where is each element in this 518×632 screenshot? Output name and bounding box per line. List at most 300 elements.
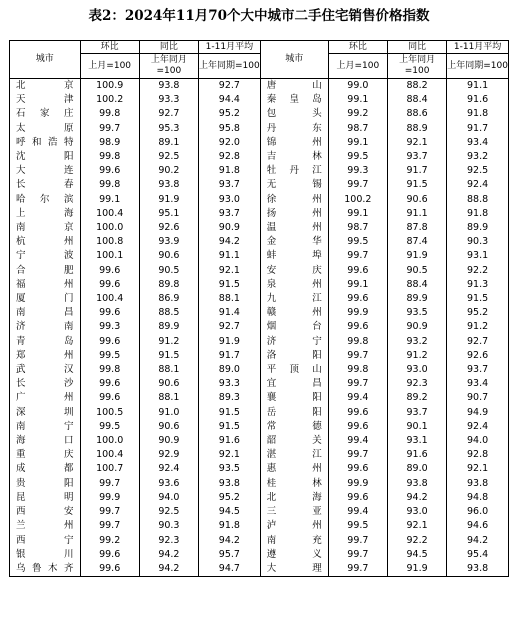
left-mom-cell: 99.6 — [80, 391, 139, 405]
right-city-cell: 温 州 — [260, 221, 328, 235]
table-row — [10, 477, 509, 491]
left-ytd-cell: 92.7 — [199, 320, 261, 334]
right-ytd-cell: 92.1 — [447, 462, 509, 476]
left-yoy-cell: 93.3 — [139, 93, 198, 107]
yoy-base-right: 上年同月=100 — [387, 54, 446, 79]
left-ytd-cell: 93.7 — [199, 178, 261, 192]
right-yoy-cell: 90.6 — [387, 193, 446, 207]
right-yoy-cell: 87.8 — [387, 221, 446, 235]
right-yoy-cell: 91.2 — [387, 349, 446, 363]
left-ytd-cell: 89.0 — [199, 363, 261, 377]
left-mom-cell: 99.6 — [80, 306, 139, 320]
right-ytd-cell: 90.7 — [447, 391, 509, 405]
left-city-cell: 南 宁 — [10, 420, 81, 434]
right-mom-cell: 99.7 — [328, 249, 387, 263]
table-row — [10, 164, 509, 178]
left-ytd-cell: 91.5 — [199, 420, 261, 434]
right-ytd-cell: 91.8 — [447, 107, 509, 121]
right-mom-cell: 99.7 — [328, 448, 387, 462]
right-ytd-cell: 94.8 — [447, 491, 509, 505]
table-row — [10, 122, 509, 136]
right-ytd-cell: 92.4 — [447, 420, 509, 434]
mom-base-left: 上月=100 — [80, 54, 139, 79]
left-mom-cell: 99.6 — [80, 264, 139, 278]
left-yoy-cell: 89.8 — [139, 278, 198, 292]
left-city-cell: 重 庆 — [10, 448, 81, 462]
right-city-cell: 大 理 — [260, 562, 328, 577]
right-mom-cell: 99.6 — [328, 292, 387, 306]
right-yoy-cell: 88.2 — [387, 79, 446, 94]
right-ytd-cell: 92.7 — [447, 335, 509, 349]
right-mom-cell: 100.2 — [328, 193, 387, 207]
left-city-cell: 宁 波 — [10, 249, 81, 263]
left-mom-cell: 100.4 — [80, 448, 139, 462]
left-yoy-cell: 90.3 — [139, 519, 198, 533]
left-mom-cell: 100.2 — [80, 93, 139, 107]
left-yoy-cell: 92.5 — [139, 505, 198, 519]
table-row — [10, 79, 509, 94]
table-row — [10, 519, 509, 533]
table-row — [10, 193, 509, 207]
right-city-cell: 泉 州 — [260, 278, 328, 292]
left-ytd-cell: 94.5 — [199, 505, 261, 519]
left-city-cell: 北 京 — [10, 79, 81, 94]
right-mom-cell: 99.7 — [328, 562, 387, 577]
left-yoy-cell: 91.2 — [139, 335, 198, 349]
left-mom-cell: 99.2 — [80, 534, 139, 548]
right-mom-cell: 99.1 — [328, 278, 387, 292]
right-yoy-cell: 90.5 — [387, 264, 446, 278]
left-city-cell: 厦 门 — [10, 292, 81, 306]
left-ytd-cell: 95.7 — [199, 548, 261, 562]
left-city-cell: 哈尔滨 — [10, 193, 81, 207]
right-ytd-cell: 94.6 — [447, 519, 509, 533]
left-mom-cell: 99.7 — [80, 122, 139, 136]
right-ytd-cell: 93.8 — [447, 477, 509, 491]
left-ytd-cell: 92.8 — [199, 150, 261, 164]
right-mom-cell: 99.2 — [328, 107, 387, 121]
right-ytd-cell: 93.2 — [447, 150, 509, 164]
left-city-cell: 广 州 — [10, 391, 81, 405]
left-city-cell: 济 南 — [10, 320, 81, 334]
left-yoy-cell: 92.3 — [139, 534, 198, 548]
right-yoy-cell: 87.4 — [387, 235, 446, 249]
right-city-cell: 遵 义 — [260, 548, 328, 562]
right-city-cell: 金 华 — [260, 235, 328, 249]
left-mom-cell: 100.4 — [80, 292, 139, 306]
left-yoy-cell: 93.9 — [139, 235, 198, 249]
left-yoy-cell: 92.5 — [139, 150, 198, 164]
table-row — [10, 150, 509, 164]
right-city-cell: 南 充 — [260, 534, 328, 548]
right-yoy-cell: 92.1 — [387, 519, 446, 533]
table-row — [10, 448, 509, 462]
left-city-cell: 西 宁 — [10, 534, 81, 548]
table-row — [10, 420, 509, 434]
right-city-cell: 扬 州 — [260, 207, 328, 221]
left-ytd-cell: 91.4 — [199, 306, 261, 320]
table-row — [10, 349, 509, 363]
left-city-cell: 呼和浩特 — [10, 136, 81, 150]
left-city-cell: 杭 州 — [10, 235, 81, 249]
right-yoy-cell: 94.5 — [387, 548, 446, 562]
right-yoy-cell: 90.1 — [387, 420, 446, 434]
left-mom-cell: 100.1 — [80, 249, 139, 263]
left-mom-cell: 99.5 — [80, 420, 139, 434]
left-city-cell: 长 沙 — [10, 377, 81, 391]
right-mom-cell: 99.9 — [328, 306, 387, 320]
table-row — [10, 93, 509, 107]
right-city-cell: 平顶山 — [260, 363, 328, 377]
left-city-cell: 大 连 — [10, 164, 81, 178]
right-ytd-cell: 92.6 — [447, 349, 509, 363]
left-yoy-cell: 92.9 — [139, 448, 198, 462]
right-mom-cell: 99.7 — [328, 534, 387, 548]
left-mom-cell: 98.9 — [80, 136, 139, 150]
table-row — [10, 235, 509, 249]
right-yoy-cell: 91.7 — [387, 164, 446, 178]
right-mom-cell: 99.6 — [328, 406, 387, 420]
right-ytd-cell: 88.8 — [447, 193, 509, 207]
right-mom-cell: 99.4 — [328, 434, 387, 448]
left-mom-cell: 99.6 — [80, 164, 139, 178]
left-city-cell: 南 昌 — [10, 306, 81, 320]
left-city-cell: 郑 州 — [10, 349, 81, 363]
yoy-header-right: 同比 — [387, 41, 446, 54]
left-yoy-cell: 86.9 — [139, 292, 198, 306]
right-city-cell: 韶 关 — [260, 434, 328, 448]
ytd-base-left: 上年同期=100 — [199, 54, 261, 79]
left-city-cell: 昆 明 — [10, 491, 81, 505]
right-mom-cell: 99.8 — [328, 363, 387, 377]
left-ytd-cell: 90.9 — [199, 221, 261, 235]
right-yoy-cell: 93.0 — [387, 505, 446, 519]
left-yoy-cell: 94.0 — [139, 491, 198, 505]
table-body — [10, 79, 509, 577]
right-ytd-cell: 94.2 — [447, 534, 509, 548]
left-yoy-cell: 93.6 — [139, 477, 198, 491]
right-yoy-cell: 91.9 — [387, 562, 446, 577]
right-yoy-cell: 93.7 — [387, 150, 446, 164]
right-ytd-cell: 91.5 — [447, 292, 509, 306]
left-yoy-cell: 90.6 — [139, 420, 198, 434]
left-mom-cell: 100.0 — [80, 434, 139, 448]
right-mom-cell: 99.3 — [328, 164, 387, 178]
right-city-cell: 丹 东 — [260, 122, 328, 136]
right-ytd-cell: 89.9 — [447, 221, 509, 235]
table-row — [10, 264, 509, 278]
right-yoy-cell: 90.9 — [387, 320, 446, 334]
right-ytd-cell: 91.6 — [447, 93, 509, 107]
left-yoy-cell: 89.1 — [139, 136, 198, 150]
right-ytd-cell: 91.7 — [447, 122, 509, 136]
table-row — [10, 562, 509, 577]
left-ytd-cell: 95.2 — [199, 491, 261, 505]
mom-header-right: 环比 — [328, 41, 387, 54]
left-mom-cell: 100.4 — [80, 207, 139, 221]
table-row — [10, 391, 509, 405]
right-mom-cell: 99.1 — [328, 93, 387, 107]
right-mom-cell: 99.7 — [328, 178, 387, 192]
right-mom-cell: 99.6 — [328, 264, 387, 278]
left-yoy-cell: 95.3 — [139, 122, 198, 136]
left-city-cell: 兰 州 — [10, 519, 81, 533]
left-ytd-cell: 94.2 — [199, 534, 261, 548]
left-city-cell: 石家庄 — [10, 107, 81, 121]
left-yoy-cell: 94.2 — [139, 562, 198, 577]
right-ytd-cell: 93.7 — [447, 363, 509, 377]
right-ytd-cell: 94.9 — [447, 406, 509, 420]
table-row — [10, 548, 509, 562]
left-city-cell: 武 汉 — [10, 363, 81, 377]
right-yoy-cell: 91.1 — [387, 207, 446, 221]
right-city-cell: 锦 州 — [260, 136, 328, 150]
left-city-cell: 海 口 — [10, 434, 81, 448]
table-row — [10, 377, 509, 391]
right-mom-cell: 99.6 — [328, 491, 387, 505]
table-row — [10, 534, 509, 548]
table-row — [10, 107, 509, 121]
right-city-cell: 秦皇岛 — [260, 93, 328, 107]
left-yoy-cell: 90.6 — [139, 377, 198, 391]
left-ytd-cell: 93.8 — [199, 477, 261, 491]
left-city-cell: 太 原 — [10, 122, 81, 136]
left-ytd-cell: 93.0 — [199, 193, 261, 207]
right-mom-cell: 99.7 — [328, 349, 387, 363]
right-city-cell: 常 德 — [260, 420, 328, 434]
left-city-cell: 沈 阳 — [10, 150, 81, 164]
left-yoy-cell: 90.5 — [139, 264, 198, 278]
left-ytd-cell: 93.5 — [199, 462, 261, 476]
right-city-cell: 蚌 埠 — [260, 249, 328, 263]
left-yoy-cell: 88.5 — [139, 306, 198, 320]
left-city-cell: 南 京 — [10, 221, 81, 235]
right-city-cell: 洛 阳 — [260, 349, 328, 363]
right-yoy-cell: 92.3 — [387, 377, 446, 391]
table-row — [10, 306, 509, 320]
left-mom-cell: 100.7 — [80, 462, 139, 476]
left-mom-cell: 99.6 — [80, 377, 139, 391]
left-city-cell: 合 肥 — [10, 264, 81, 278]
right-ytd-cell: 90.3 — [447, 235, 509, 249]
right-city-cell: 桂 林 — [260, 477, 328, 491]
left-yoy-cell: 90.9 — [139, 434, 198, 448]
right-city-cell: 襄 阳 — [260, 391, 328, 405]
left-ytd-cell: 95.8 — [199, 122, 261, 136]
table-row — [10, 221, 509, 235]
left-mom-cell: 99.6 — [80, 548, 139, 562]
right-ytd-cell: 94.0 — [447, 434, 509, 448]
table-row — [10, 491, 509, 505]
left-yoy-cell: 95.1 — [139, 207, 198, 221]
left-ytd-cell: 91.9 — [199, 335, 261, 349]
table-row — [10, 406, 509, 420]
left-ytd-cell: 92.0 — [199, 136, 261, 150]
right-city-cell: 北 海 — [260, 491, 328, 505]
right-yoy-cell: 93.7 — [387, 406, 446, 420]
left-ytd-cell: 91.6 — [199, 434, 261, 448]
right-city-cell: 三 亚 — [260, 505, 328, 519]
right-yoy-cell: 91.5 — [387, 178, 446, 192]
table-title: 表2：2024年11月70个大中城市二手住宅销售价格指数 — [88, 8, 430, 24]
right-ytd-cell: 92.2 — [447, 264, 509, 278]
table-row — [10, 462, 509, 476]
left-mom-cell: 99.9 — [80, 491, 139, 505]
left-ytd-cell: 91.1 — [199, 249, 261, 263]
right-ytd-cell: 92.8 — [447, 448, 509, 462]
left-city-cell: 青 岛 — [10, 335, 81, 349]
right-yoy-cell: 88.4 — [387, 278, 446, 292]
left-mom-cell: 100.5 — [80, 406, 139, 420]
right-mom-cell: 99.5 — [328, 235, 387, 249]
right-yoy-cell: 93.2 — [387, 335, 446, 349]
right-ytd-cell: 93.8 — [447, 562, 509, 577]
right-mom-cell: 99.1 — [328, 136, 387, 150]
table-row — [10, 292, 509, 306]
table-row — [10, 278, 509, 292]
right-city-cell: 济 宁 — [260, 335, 328, 349]
left-mom-cell: 99.8 — [80, 107, 139, 121]
left-yoy-cell: 88.1 — [139, 363, 198, 377]
right-ytd-cell: 92.4 — [447, 178, 509, 192]
left-ytd-cell: 95.2 — [199, 107, 261, 121]
right-mom-cell: 99.4 — [328, 505, 387, 519]
right-mom-cell: 99.6 — [328, 320, 387, 334]
table-row — [10, 178, 509, 192]
left-ytd-cell: 91.8 — [199, 164, 261, 178]
right-yoy-cell: 91.9 — [387, 249, 446, 263]
table-row — [10, 249, 509, 263]
ytd-header-left: 1-11月平均 — [199, 41, 261, 54]
right-city-cell: 吉 林 — [260, 150, 328, 164]
right-ytd-cell: 95.2 — [447, 306, 509, 320]
right-ytd-cell: 91.3 — [447, 278, 509, 292]
left-ytd-cell: 94.7 — [199, 562, 261, 577]
left-yoy-cell: 90.6 — [139, 249, 198, 263]
right-mom-cell: 99.5 — [328, 519, 387, 533]
left-mom-cell: 100.0 — [80, 221, 139, 235]
left-yoy-cell: 90.2 — [139, 164, 198, 178]
right-yoy-cell: 92.1 — [387, 136, 446, 150]
right-city-cell: 泸 州 — [260, 519, 328, 533]
yoy-header-left: 同比 — [139, 41, 198, 54]
right-mom-cell: 99.7 — [328, 377, 387, 391]
right-yoy-cell: 92.2 — [387, 534, 446, 548]
right-city-cell: 徐 州 — [260, 193, 328, 207]
right-yoy-cell: 91.6 — [387, 448, 446, 462]
left-ytd-cell: 92.1 — [199, 264, 261, 278]
left-ytd-cell: 93.3 — [199, 377, 261, 391]
left-mom-cell: 99.7 — [80, 505, 139, 519]
right-city-cell: 安 庆 — [260, 264, 328, 278]
right-ytd-cell: 91.2 — [447, 320, 509, 334]
table-row — [10, 363, 509, 377]
table-row — [10, 434, 509, 448]
left-yoy-cell: 94.2 — [139, 548, 198, 562]
left-mom-cell: 99.6 — [80, 335, 139, 349]
left-mom-cell: 100.8 — [80, 235, 139, 249]
left-ytd-cell: 92.1 — [199, 448, 261, 462]
left-city-cell: 天 津 — [10, 93, 81, 107]
mom-base-right: 上月=100 — [328, 54, 387, 79]
right-ytd-cell: 93.4 — [447, 136, 509, 150]
right-city-cell: 九 江 — [260, 292, 328, 306]
left-mom-cell: 100.9 — [80, 79, 139, 94]
left-ytd-cell: 94.4 — [199, 93, 261, 107]
left-yoy-cell: 91.0 — [139, 406, 198, 420]
right-mom-cell: 99.9 — [328, 477, 387, 491]
right-city-cell: 牡丹江 — [260, 164, 328, 178]
left-mom-cell: 99.5 — [80, 349, 139, 363]
right-mom-cell: 99.8 — [328, 335, 387, 349]
ytd-header-right: 1-11月平均 — [447, 41, 509, 54]
right-ytd-cell: 91.1 — [447, 79, 509, 94]
right-ytd-cell: 95.4 — [447, 548, 509, 562]
right-mom-cell: 99.7 — [328, 548, 387, 562]
right-city-cell: 烟 台 — [260, 320, 328, 334]
left-city-cell: 成 都 — [10, 462, 81, 476]
left-city-cell: 乌鲁木齐 — [10, 562, 81, 577]
left-yoy-cell: 92.7 — [139, 107, 198, 121]
right-city-cell: 岳 阳 — [260, 406, 328, 420]
right-yoy-cell: 89.2 — [387, 391, 446, 405]
left-mom-cell: 99.7 — [80, 519, 139, 533]
left-ytd-cell: 88.1 — [199, 292, 261, 306]
left-ytd-cell: 91.5 — [199, 278, 261, 292]
city-header-left: 城市 — [10, 41, 81, 79]
table-row — [10, 505, 509, 519]
right-city-cell: 包 头 — [260, 107, 328, 121]
left-ytd-cell: 89.3 — [199, 391, 261, 405]
left-yoy-cell: 92.4 — [139, 462, 198, 476]
right-mom-cell: 99.1 — [328, 207, 387, 221]
right-yoy-cell: 93.8 — [387, 477, 446, 491]
left-ytd-cell: 91.5 — [199, 406, 261, 420]
left-yoy-cell: 93.8 — [139, 79, 198, 94]
left-city-cell: 贵 阳 — [10, 477, 81, 491]
yoy-base-left: 上年同月=100 — [139, 54, 198, 79]
right-city-cell: 惠 州 — [260, 462, 328, 476]
mom-header-left: 环比 — [80, 41, 139, 54]
left-mom-cell: 99.8 — [80, 150, 139, 164]
left-ytd-cell: 94.2 — [199, 235, 261, 249]
right-mom-cell: 99.5 — [328, 150, 387, 164]
right-ytd-cell: 96.0 — [447, 505, 509, 519]
right-city-cell: 赣 州 — [260, 306, 328, 320]
left-mom-cell: 99.6 — [80, 562, 139, 577]
city-header-right: 城市 — [260, 41, 328, 79]
left-mom-cell: 99.7 — [80, 477, 139, 491]
left-city-cell: 银 川 — [10, 548, 81, 562]
right-city-cell: 宜 昌 — [260, 377, 328, 391]
table-row — [10, 136, 509, 150]
left-yoy-cell: 89.9 — [139, 320, 198, 334]
right-mom-cell: 99.0 — [328, 79, 387, 94]
right-ytd-cell: 93.4 — [447, 377, 509, 391]
left-mom-cell: 99.1 — [80, 193, 139, 207]
right-mom-cell: 98.7 — [328, 122, 387, 136]
left-mom-cell: 99.6 — [80, 278, 139, 292]
right-mom-cell: 98.7 — [328, 221, 387, 235]
left-ytd-cell: 91.8 — [199, 519, 261, 533]
right-ytd-cell: 91.8 — [447, 207, 509, 221]
left-city-cell: 长 春 — [10, 178, 81, 192]
right-yoy-cell: 93.0 — [387, 363, 446, 377]
right-yoy-cell: 89.0 — [387, 462, 446, 476]
right-city-cell: 湛 江 — [260, 448, 328, 462]
right-yoy-cell: 88.4 — [387, 93, 446, 107]
right-yoy-cell: 88.6 — [387, 107, 446, 121]
